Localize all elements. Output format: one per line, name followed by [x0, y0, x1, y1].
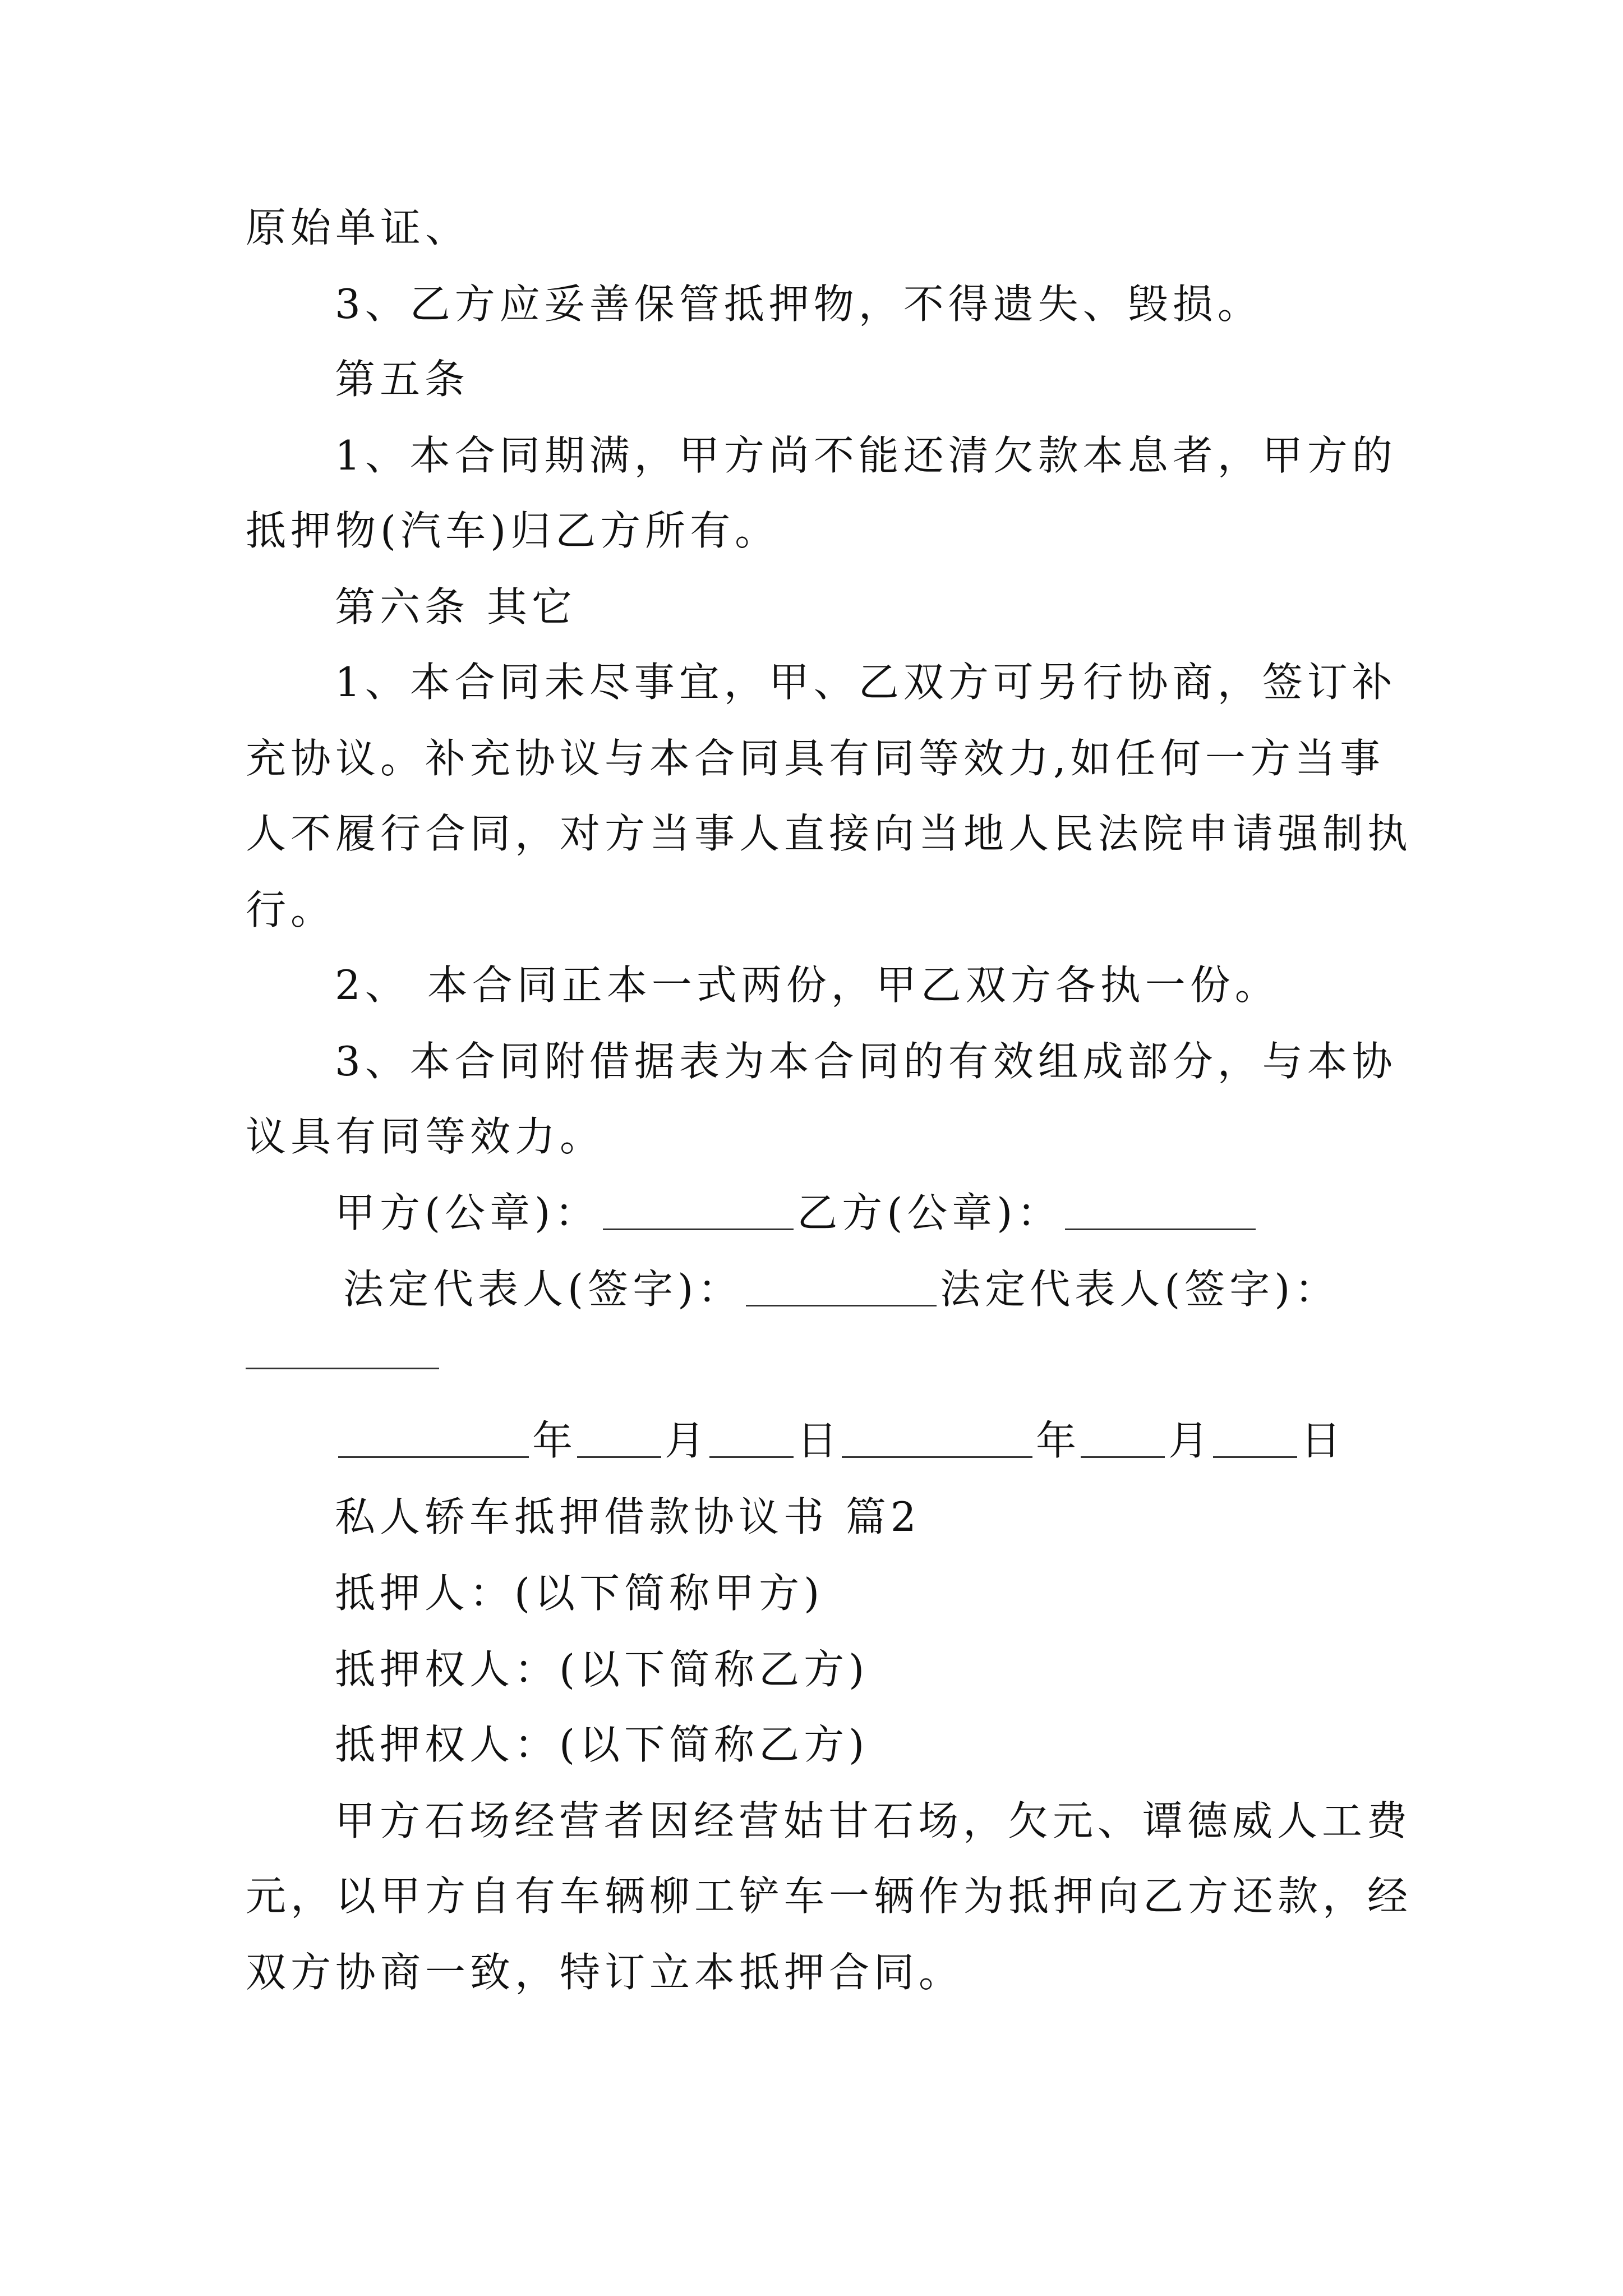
year-label: 年: [532, 1417, 574, 1464]
day-blank: [709, 1456, 794, 1458]
date-line: [335, 1417, 1343, 1464]
seal-line: [335, 1189, 1259, 1236]
text-line: 3、本合同附借据表为本合同的有效组成部分，与本协: [335, 1038, 1397, 1085]
party-a-rep-label: 法定代表人(签字)：: [343, 1266, 743, 1313]
text-line: 人不履行合同，对方当事人直接向当地人民法院申请强制执: [246, 810, 1413, 857]
year-label: 年: [1036, 1417, 1078, 1464]
text-line: 抵押物(汽车)归乙方所有。: [246, 507, 780, 554]
text-line: 原始单证、: [246, 204, 471, 251]
section-title: 私人轿车抵押借款协议书 篇2: [335, 1493, 921, 1540]
text-line: 2、 本合同正本一式两份，甲乙双方各执一份。: [335, 961, 1280, 1009]
party-a-seal-label: 甲方(公章)：: [335, 1189, 600, 1236]
month-label: 月: [665, 1417, 707, 1464]
text-line: 元，以甲方自有车辆柳工铲车一辆作为抵押向乙方还款，经: [246, 1872, 1413, 1920]
text-line: 抵押人：(以下简称甲方): [335, 1570, 824, 1617]
representative-line: [343, 1266, 1340, 1313]
party-a-rep-blank: [746, 1305, 937, 1306]
month-label: 月: [1168, 1417, 1210, 1464]
party-b-seal-blank: [1065, 1228, 1256, 1230]
text-line: 充协议。补充协议与本合同具有同等效力,如任何一方当事: [246, 735, 1385, 782]
text-line: 1、本合同未尽事宜，甲、乙双方可另行协商，签订补: [335, 659, 1397, 706]
party-a-seal-blank: [603, 1228, 794, 1230]
text-line: 抵押权人：(以下简称乙方): [335, 1646, 869, 1693]
year-blank: [338, 1456, 529, 1458]
article-heading: 第六条 其它: [335, 583, 577, 631]
party-b-rep-label: 法定代表人(签字)：: [940, 1266, 1340, 1313]
day-label: 日: [1301, 1417, 1343, 1464]
text-line: 抵押权人：(以下简称乙方): [335, 1721, 869, 1768]
article-heading: 第五条: [335, 356, 470, 403]
month-blank: [577, 1456, 661, 1458]
text-line: 甲方石场经营者因经营姑甘石场，欠元、谭德威人工费: [335, 1797, 1412, 1844]
party-b-seal-label: 乙方(公章)：: [797, 1189, 1062, 1236]
text-line: 3、乙方应妥善保管抵押物，不得遗失、毁损。: [335, 280, 1262, 328]
month-blank: [1081, 1456, 1165, 1458]
text-line: 行。: [246, 886, 336, 933]
year-blank: [842, 1456, 1032, 1458]
text-line: 双方协商一致，特订立本抵押合同。: [246, 1949, 964, 1996]
text-line: 1、本合同期满，甲方尚不能还清欠款本息者，甲方的: [335, 432, 1397, 479]
text-line: 议具有同等效力。: [246, 1113, 605, 1160]
party-b-rep-blank: [246, 1368, 439, 1369]
day-blank: [1213, 1456, 1297, 1458]
day-label: 日: [797, 1417, 839, 1464]
